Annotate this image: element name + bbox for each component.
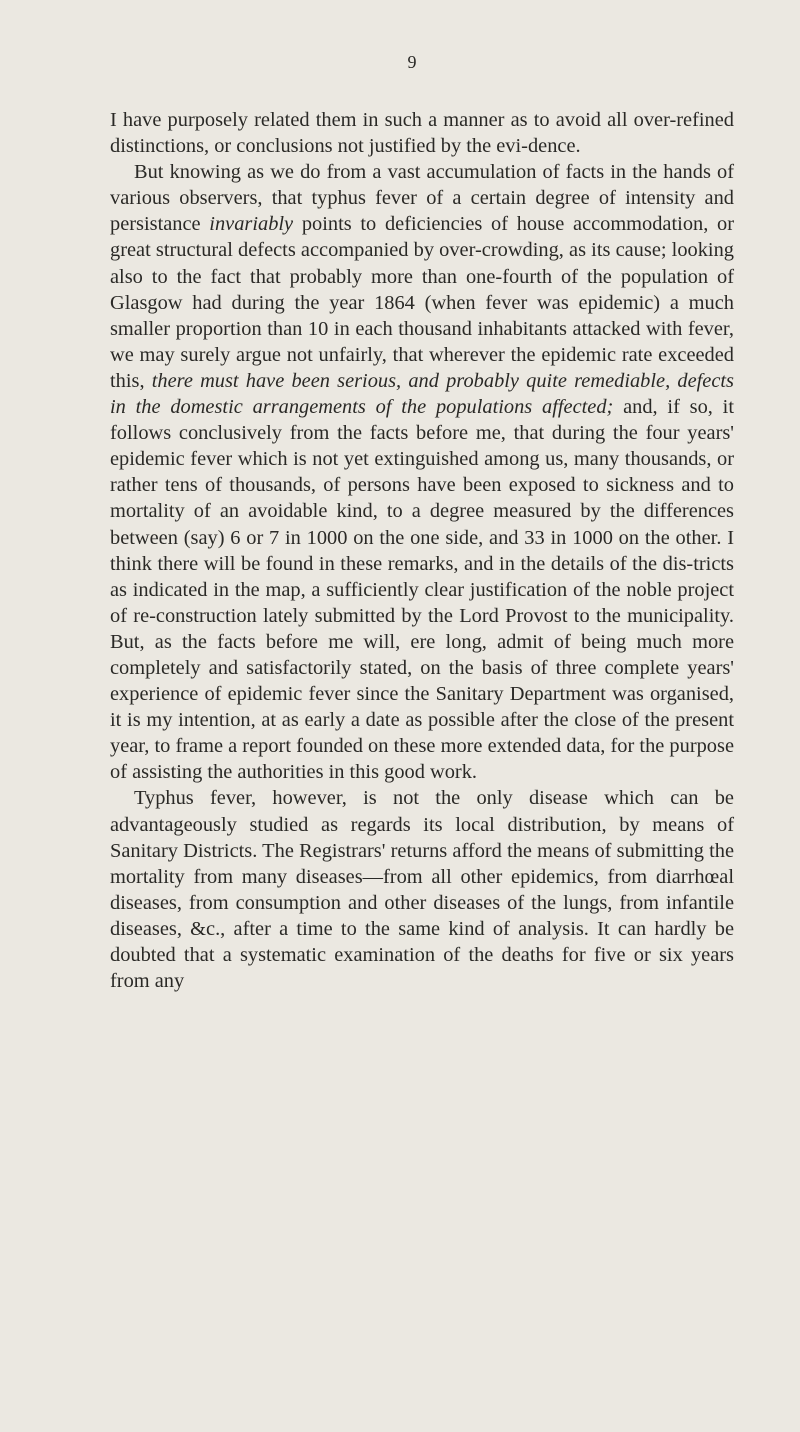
paragraph-2-text-b: points to deficiencies of house accommodation, or great structural defects accompanied by over-crowding, as its cause; looking also to the fact that probably more than one-fourth of the population of Glasgow had during the year 1864 (when fever was epidemic) a much smaller proportion than 10 in each thousand inhabitants attacked with fever, we may surely argue not unfairly, that wherever the epidemic rate exceeded this, (110, 213, 734, 392)
paragraph-2-text-a: But knowing as we do from a vast accumulation of facts in the hands of various observers, that typhus fever of a certain degree of intensity and persistance (110, 161, 734, 236)
paragraph-2 (110, 159, 734, 785)
paragraph-2-italic-invariably: invariably (209, 213, 294, 236)
page-number: 9 (407, 52, 417, 72)
paragraph-2-italic-defects: there must have been serious, and probably quite remediable, defects in the domestic arrangements of the populations affected; (110, 369, 734, 419)
paragraph-3: Typhus fever, however, is not the only disease which can be advantageously studied as regards its local distribution, by means of Sanitary Districts. The Registrars' returns afford the means of submitting the mortality from many diseases—from all other epidemics, from diarrhœal diseases, from consumption and other diseases of the lungs, from infantile diseases, &c., after a time to the same kind of analysis. It can hardly be doubted that a systematic examination of the deaths for five or six years from any (110, 787, 734, 993)
paragraph-2-text-c: and, if so, it follows conclusively from the facts before me, that during the four years' epidemic fever which is not yet extinguished among us, many thousands, or rather tens of thousands, of persons have been exposed to sickness and to mortality of an avoidable kind, to a degree measured by the differences between (say) 6 or 7 in 1000 on the one side, and 33 in 1000 on the other. I think there will be found in these remarks, and in the details of the dis-tricts as indicated in the map, a sufficiently clear justification of the noble project of re-construction lately submitted by the Lord Provost to the municipality. But, as the facts before me will, ere long, admit of being much more completely and satisfactorily stated, on the basis of three complete years' experience of epidemic fever since the Sanitary Department was organised, it is my intention, at as early a date as possible after the close of the present year, to frame a report founded on these more extended data, for the purpose of assisting the authorities in this good work. (110, 396, 734, 784)
paragraph-1: I have purposely related them in such a manner as to avoid all over-refined distinctions, or conclusions not justified by the evi-dence. (110, 109, 734, 158)
